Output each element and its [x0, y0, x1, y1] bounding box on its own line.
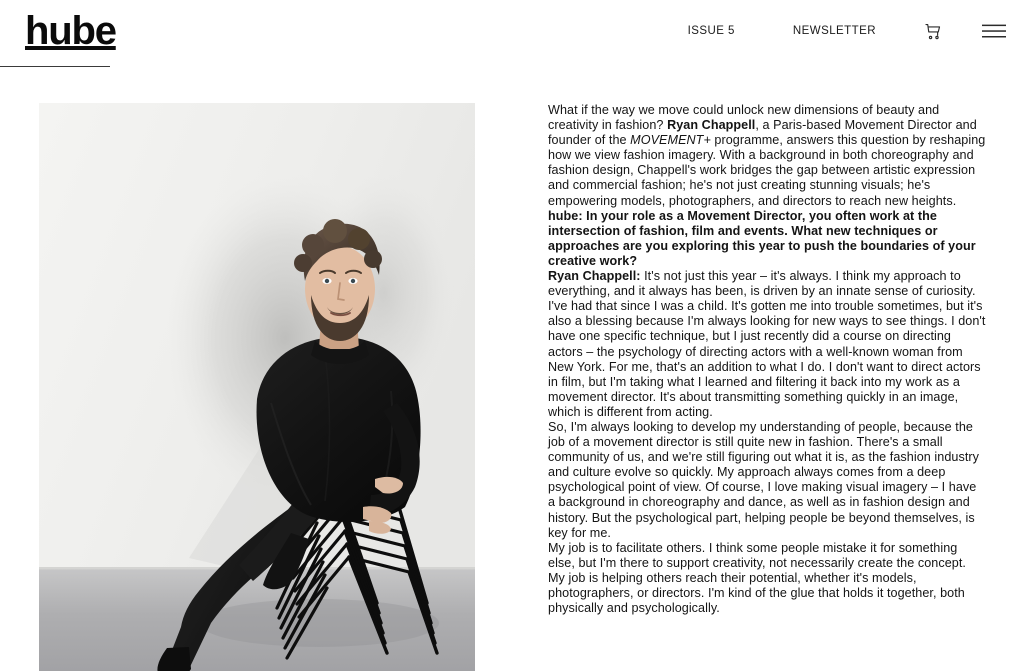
hamburger-menu-icon [982, 24, 1006, 39]
intro-text-before-name: What if the way we move could unlock new dimensions of beauty and creativity in fashion? [548, 103, 940, 133]
site-header [0, 0, 1024, 70]
header-divider-rule [0, 66, 110, 67]
paragraph-interview-question: hube: In your role as a Movement Director, you often work at the intersection of fashion, film and events. What new techniques or approaches are you exploring this year to push the boundaries of your creative work? [548, 208, 976, 268]
paragraph-three: So, I'm always looking to develop my understanding of people, because the job of a movement director is still quite new in fashion. There's a small community of us, and we're still figuring out what it is, as the fashion industry and culture evolve so quickly. My approach always comes from a deep psychological point of view. Of course, I love making visual imagery – I have a background in choreography and dance, as well as in fashion design and history. But the psychological part, helping people be beyond themselves, is key for me. [548, 419, 979, 540]
answer-speaker-name: Ryan Chappell: [548, 269, 641, 284]
intro-programme-name: MOVEMENT+ [630, 133, 711, 148]
cart-button[interactable] [922, 20, 944, 42]
intro-text-tail: programme, answers this question by reshaping how we view fashion imagery. With a background in both choreography and fashion design, Chappell's work bridges the gap between artistic expression and commercial fashion; he's not just creating stunning visuals; he's empowering models, photographers, and directors to reach new heights. [548, 133, 986, 208]
answer-body-text: It's not just this year – it's always. I think my approach to everything, and it always has been, is driven by an innate sense of curiosity. I've had that since I was a child. It's gotten me into trouble sometimes, but it's also a blessing because I'm always looking for new ways to see things. I don't have one specific technique, but I just recently did a course on directing actors – the psychology of directing actors with a well-known woman from New York. For me, that's an addition to what I do. I don't want to direct actors in film, but I'm taking what I learned and filtering it back into my work as a movement director. It's about transmitting something quickly in an image, which is different from acting. [548, 269, 986, 419]
content-area [0, 103, 1024, 671]
intro-subject-name: Ryan Chappell [667, 118, 756, 133]
paragraph-intro [548, 103, 986, 209]
portrait-illustration [39, 103, 475, 671]
nav-link-issue-5[interactable]: ISSUE 5 [687, 25, 735, 37]
article-text-column [548, 103, 986, 616]
paragraph-interview-answer [548, 269, 986, 420]
site-logo[interactable]: hube [25, 9, 116, 53]
article-photo [39, 103, 475, 671]
primary-navigation [688, 20, 1006, 42]
paragraph-four: My job is to facilitate others. I think some people mistake it for something else, but I'm there to support creativity, not necessarily create the concept. My job is helping others reach their potential, whether it's models, photographers, or directors. I'm kind of the glue that holds it together, both physically and psychologically. [548, 540, 966, 616]
intro-text-after-name: , a Paris-based Movement Director and founder of the [548, 118, 977, 148]
shopping-cart-icon [924, 22, 943, 41]
hamburger-menu-button[interactable] [982, 22, 1006, 40]
nav-link-newsletter[interactable]: NEWSLETTER [792, 25, 876, 37]
